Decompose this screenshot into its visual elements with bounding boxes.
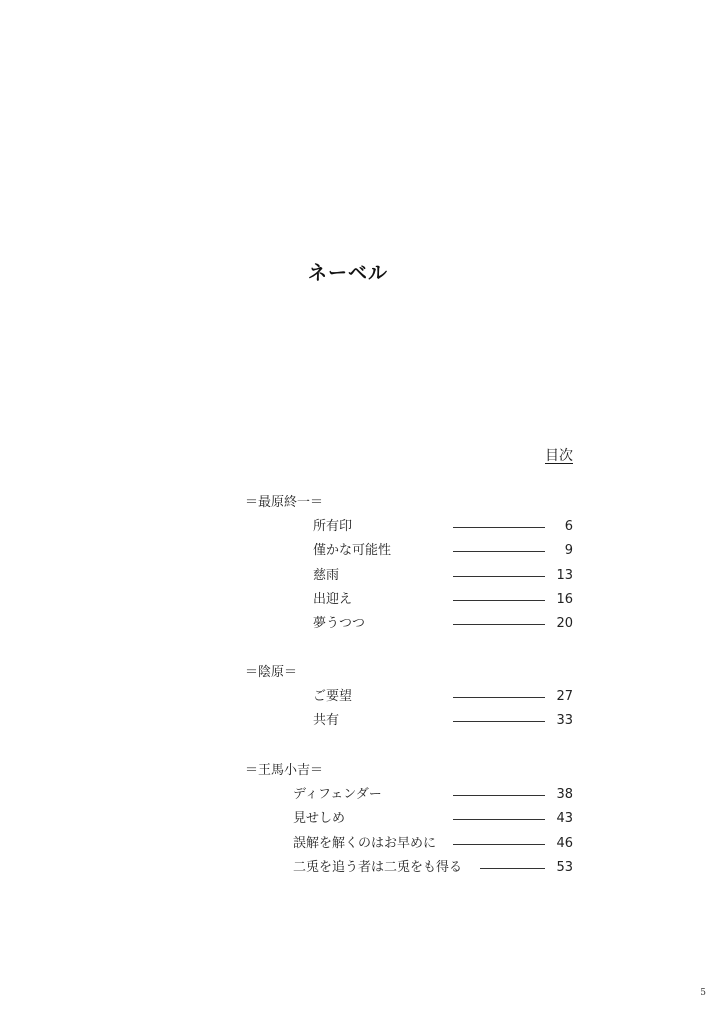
section-title-saihara: ＝最原終一＝ <box>245 495 324 510</box>
toc-entry-title: 慈雨 <box>313 568 340 583</box>
toc-entry-title: 夢うつつ <box>313 616 366 631</box>
toc-entry-page: 53 <box>556 860 573 875</box>
toc-entry[interactable] <box>0 519 724 535</box>
leader-line <box>453 819 545 820</box>
toc-entry-title: 共有 <box>313 713 340 728</box>
toc-entry[interactable] <box>0 787 724 803</box>
toc-entry-page: 20 <box>556 616 573 631</box>
leader-line <box>453 576 545 577</box>
toc-heading: 目次 <box>545 448 573 464</box>
toc-entry-title: 僅かな可能性 <box>313 543 392 558</box>
leader-line <box>453 624 545 625</box>
toc-entry[interactable] <box>0 592 724 608</box>
leader-line <box>453 697 545 698</box>
toc-entry-page: 38 <box>556 787 573 802</box>
section-title-ouma: ＝王馬小吉＝ <box>245 763 324 778</box>
toc-entry-title: 二兎を追う者は二兎をも得る <box>293 860 463 875</box>
toc-entry-page: 13 <box>556 568 573 583</box>
toc-entry-page: 27 <box>556 689 573 704</box>
toc-entry-title: 誤解を解くのはお早めに <box>293 836 437 851</box>
toc-entry-page: 46 <box>556 836 573 851</box>
toc-entry-page: 9 <box>564 543 573 558</box>
toc-entry[interactable] <box>0 860 724 876</box>
toc-entry[interactable] <box>0 543 724 559</box>
leader-line <box>453 795 545 796</box>
toc-entry-title: 見せしめ <box>293 811 346 826</box>
toc-entry-page: 16 <box>556 592 573 607</box>
page-number: 5 <box>700 988 706 998</box>
toc-entry-page: 43 <box>556 811 573 826</box>
leader-line <box>453 600 545 601</box>
leader-line <box>453 527 545 528</box>
toc-entry-title: 出迎え <box>313 592 353 607</box>
toc-entry[interactable] <box>0 811 724 827</box>
toc-entry[interactable] <box>0 713 724 729</box>
leader-line <box>480 868 545 869</box>
toc-entry[interactable] <box>0 689 724 705</box>
toc-entry[interactable] <box>0 836 724 852</box>
toc-entry-title: ご要望 <box>313 689 353 704</box>
section-title-kagehara: ＝陰原＝ <box>245 665 298 680</box>
toc-entry-title: 所有印 <box>313 519 353 534</box>
toc-entry-title: ディフェンダー <box>293 787 382 802</box>
toc-entry[interactable] <box>0 568 724 584</box>
toc-entry-page: 6 <box>564 519 573 534</box>
toc-entry-page: 33 <box>556 713 573 728</box>
leader-line <box>453 721 545 722</box>
book-title: ネーベル <box>308 262 389 284</box>
leader-line <box>453 844 545 845</box>
leader-line <box>453 551 545 552</box>
toc-entry[interactable] <box>0 616 724 632</box>
